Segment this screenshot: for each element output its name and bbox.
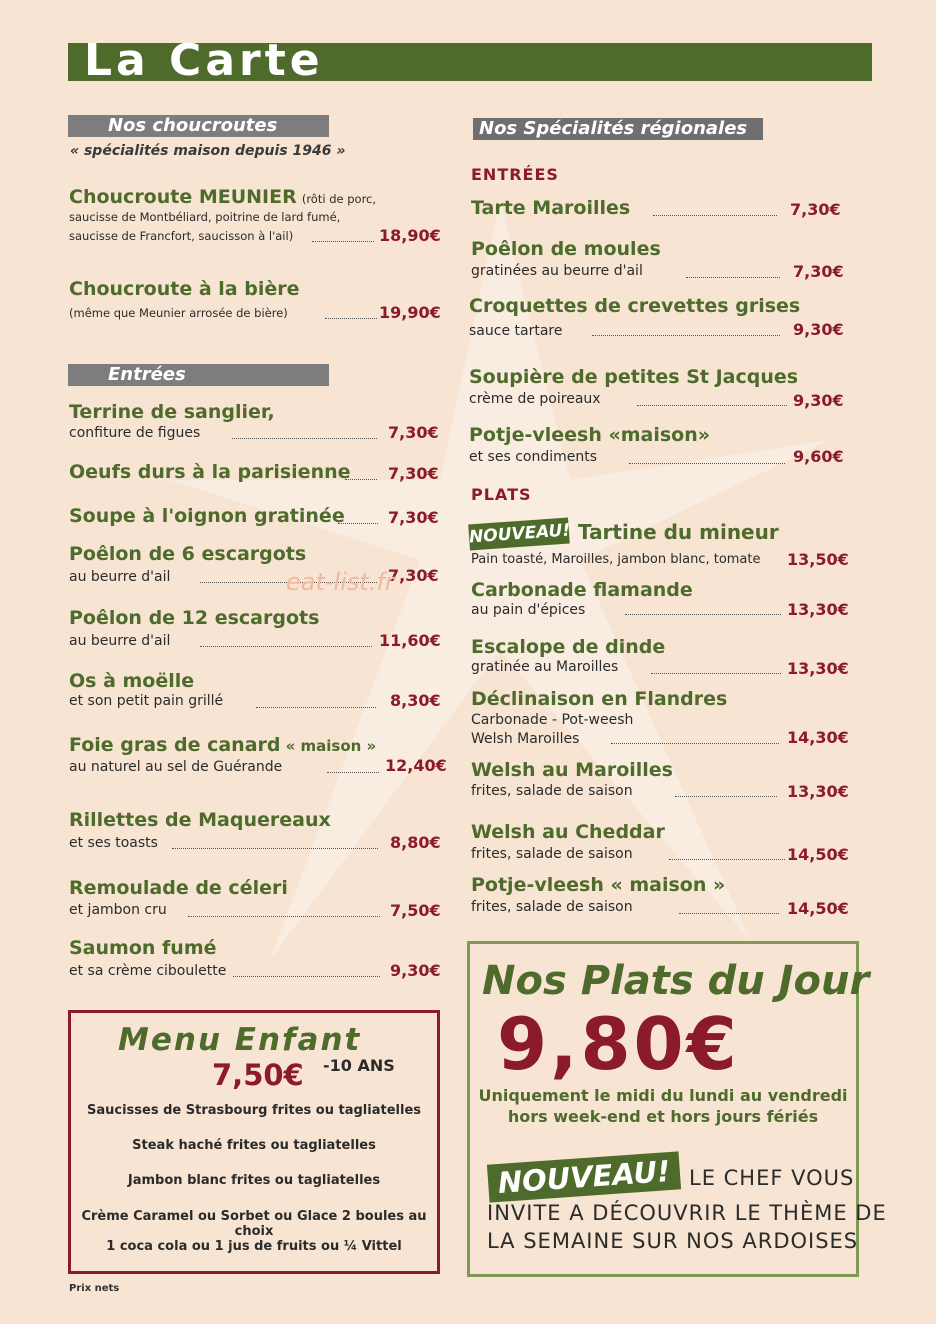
item-price: 13,30€ — [787, 659, 849, 678]
item-price: 9,60€ — [793, 447, 844, 466]
item-desc: gratinée au Maroilles — [471, 659, 619, 675]
section-heading-entrees: Entrées — [68, 364, 329, 386]
dot-leader — [338, 523, 378, 524]
item-price: 13,50€ — [787, 550, 849, 569]
menu-item — [69, 734, 376, 756]
nouveau-badge-large: NOUVEAU! — [487, 1151, 681, 1202]
item-price: 8,80€ — [390, 833, 441, 852]
dot-leader — [312, 241, 374, 242]
dot-leader — [637, 405, 787, 406]
menu-enfant-title: Menu Enfant — [118, 1022, 362, 1058]
item-desc: au beurre d'ail — [69, 633, 171, 649]
item-price: 14,50€ — [787, 899, 849, 918]
item-desc: saucisse de Francfort, saucisson à l'ail) — [69, 229, 294, 243]
item-desc: au beurre d'ail — [69, 569, 171, 585]
watermark: eat-list.fr — [286, 568, 395, 596]
dot-leader — [592, 335, 780, 336]
menu-enfant-line: Jambon blanc frites ou tagliatelles — [127, 1173, 381, 1188]
item-name: Potje-vleesh « maison » — [471, 874, 726, 896]
item-name: Saumon fumé — [69, 937, 217, 959]
item-desc: et son petit pain grillé — [69, 693, 224, 709]
item-name: Choucroute MEUNIER — [69, 186, 297, 208]
dot-leader — [651, 673, 781, 674]
menu-enfant-price: 7,50€ — [212, 1058, 304, 1092]
item-price: 13,30€ — [787, 600, 849, 619]
item-name: Tarte Maroilles — [471, 197, 631, 219]
dot-leader — [686, 277, 780, 278]
item-desc: sauce tartare — [469, 323, 563, 339]
dot-leader — [256, 707, 376, 708]
item-name: Soupe à l'oignon gratinée — [69, 505, 345, 527]
item-name: Tartine du mineur — [578, 520, 779, 544]
item-name: Rillettes de Maquereaux — [69, 809, 331, 831]
item-price: 7,30€ — [793, 262, 844, 281]
item-name-suffix: « maison » — [285, 737, 377, 755]
item-name: Foie gras de canard — [69, 734, 281, 756]
item-desc: Pain toasté, Maroilles, jambon blanc, tomate — [471, 552, 761, 567]
item-name: Welsh au Maroilles — [471, 759, 673, 781]
menu-enfant-line: Saucisses de Strasbourg frites ou tagliatelles — [87, 1103, 421, 1118]
item-desc: confiture de figues — [69, 425, 201, 441]
dot-leader — [675, 796, 777, 797]
dot-leader — [327, 772, 379, 773]
item-desc: (même que Meunier arrosée de bière) — [69, 306, 288, 320]
plats-du-jour-title: Nos Plats du Jour — [482, 958, 870, 1004]
item-price: 7,30€ — [790, 200, 841, 219]
dot-leader — [233, 976, 380, 977]
chef-message-line: LE CHEF VOUS — [689, 1166, 855, 1190]
chef-message-line: INVITE A DÉCOUVRIR LE THÈME DE — [487, 1201, 887, 1225]
menu-enfant-line: Crème Caramel ou Sorbet ou Glace 2 boules au choix — [81, 1209, 427, 1239]
item-name: Welsh au Cheddar — [471, 821, 665, 843]
item-desc: au naturel au sel de Guérande — [69, 759, 283, 775]
dot-leader — [188, 916, 380, 917]
item-desc: crème de poireaux — [469, 391, 601, 407]
dot-leader — [669, 859, 785, 860]
prix-nets-note: Prix nets — [69, 1283, 120, 1294]
item-name: Déclinaison en Flandres — [471, 688, 728, 710]
item-price: 14,50€ — [787, 845, 849, 864]
item-price: 7,50€ — [390, 901, 441, 920]
dot-leader — [325, 318, 377, 319]
section-heading-choucroutes: Nos choucroutes — [68, 115, 329, 137]
item-note: (rôti de porc, — [301, 192, 377, 206]
plats-du-jour-price: 9,80€ — [497, 1002, 740, 1086]
dot-leader — [629, 463, 785, 464]
menu-enfant-line: 1 coca cola ou 1 jus de fruits ou ¼ Vittel — [106, 1239, 402, 1254]
item-name: Remoulade de céleri — [69, 877, 288, 899]
plats-du-jour-note: Uniquement le midi du lundi au vendredi — [478, 1086, 848, 1105]
item-desc: et sa crème ciboulette — [69, 963, 227, 979]
item-name: Potje-vleesh «maison» — [469, 424, 711, 446]
choucroutes-tagline: « spécialités maison depuis 1946 » — [70, 143, 346, 159]
item-name: Poêlon de 6 escargots — [69, 543, 307, 565]
chef-message-line: LA SEMAINE SUR NOS ARDOISES — [487, 1229, 859, 1253]
item-desc: au pain d'épices — [471, 602, 586, 618]
dot-leader — [679, 913, 779, 914]
item-desc: frites, salade de saison — [471, 899, 633, 915]
plats-du-jour-note: hors week-end et hors jours fériés — [507, 1107, 819, 1126]
menu-item — [69, 186, 376, 208]
item-price: 13,30€ — [787, 782, 849, 801]
item-name: Escalope de dinde — [471, 636, 666, 658]
item-name: Oeufs durs à la parisienne — [69, 461, 351, 483]
item-desc: saucisse de Montbéliard, poitrine de lard fumé, — [69, 210, 341, 224]
item-name: Poêlon de 12 escargots — [69, 607, 320, 629]
item-desc: frites, salade de saison — [471, 783, 633, 799]
dot-leader — [653, 215, 777, 216]
item-name: Os à moëlle — [69, 670, 195, 692]
item-price: 8,30€ — [390, 691, 441, 710]
item-name: Choucroute à la bière — [69, 278, 300, 300]
item-desc: gratinées au beurre d'ail — [471, 263, 643, 279]
dot-leader — [232, 438, 377, 439]
item-name: Carbonade flamande — [471, 579, 693, 601]
dot-leader — [172, 848, 378, 849]
item-name: Croquettes de crevettes grises — [469, 295, 801, 317]
item-price: 9,30€ — [793, 320, 844, 339]
item-name: Terrine de sanglier, — [69, 401, 275, 423]
item-desc: frites, salade de saison — [471, 846, 633, 862]
item-price: 12,40€ — [385, 756, 447, 775]
section-heading-specialites: Nos Spécialités régionales — [473, 118, 763, 140]
category-plats: PLATS — [471, 485, 532, 504]
dot-leader — [200, 646, 372, 647]
dot-leader — [611, 743, 779, 744]
item-price: 9,30€ — [793, 391, 844, 410]
item-price: 14,30€ — [787, 728, 849, 747]
category-entrees: ENTRÉES — [471, 165, 559, 184]
item-price: 19,90€ — [379, 303, 441, 322]
menu-enfant-line: Steak haché frites ou tagliatelles — [132, 1138, 376, 1153]
item-desc: Welsh Maroilles — [471, 731, 580, 747]
item-price: 9,30€ — [390, 961, 441, 980]
item-desc: et ses toasts — [69, 835, 158, 851]
nouveau-badge: NOUVEAU! — [468, 518, 570, 551]
dot-leader — [345, 479, 377, 480]
item-price: 7,30€ — [388, 423, 439, 442]
menu-enfant-age: -10 ANS — [323, 1056, 395, 1075]
item-price: 18,90€ — [379, 226, 441, 245]
item-price: 11,60€ — [379, 631, 441, 650]
page-title: La Carte — [84, 35, 324, 86]
item-desc: et jambon cru — [69, 902, 167, 918]
item-price: 7,30€ — [388, 566, 439, 585]
item-price: 7,30€ — [388, 464, 439, 483]
item-desc: Carbonade - Pot-weesh — [471, 712, 634, 728]
item-name: Soupière de petites St Jacques — [469, 366, 799, 388]
item-price: 7,30€ — [388, 508, 439, 527]
item-desc: et ses condiments — [469, 449, 598, 465]
dot-leader — [625, 614, 781, 615]
item-name: Poêlon de moules — [471, 238, 661, 260]
